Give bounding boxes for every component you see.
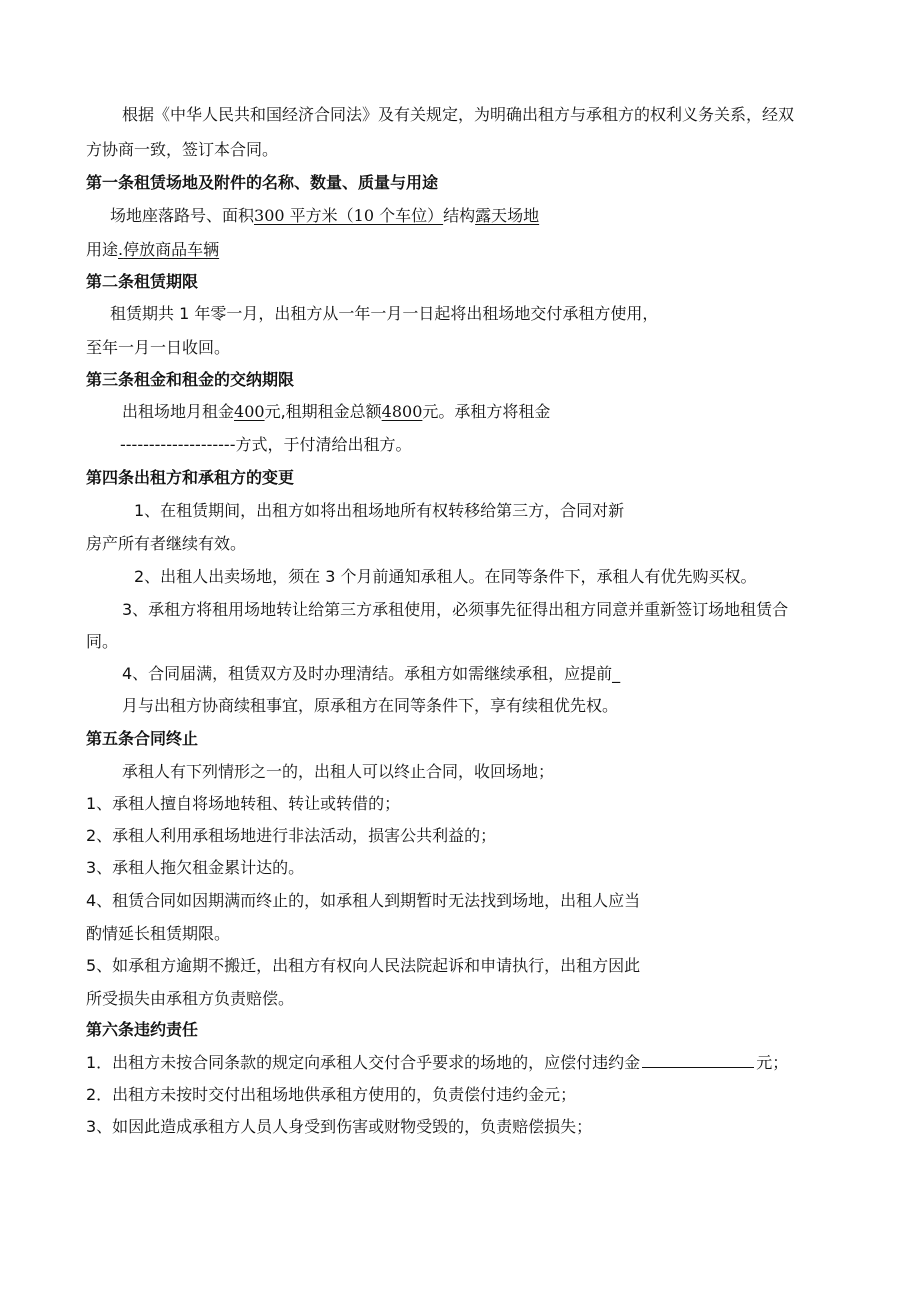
article-6-item-1-unit: 元； [756,1053,789,1072]
article-4-heading: 第四条出租方和承租方的变更 [86,468,295,487]
article-5-item-4b: 酌情延长租赁期限。 [86,924,231,943]
article-2-heading: 第二条租赁期限 [86,272,199,291]
article-3-heading: 第三条租金和租金的交纳期限 [86,370,295,389]
article-3-line-1 [122,401,550,423]
article-4-item-3a: 3、承租方将租用场地转让给第三方承租使用，必须事先征得出租方同意并重新签订场地租赁合 [122,600,789,619]
article-6-item-1 [86,1052,788,1074]
article-5-item-5a: 5、如承租方逾期不搬迁，出租方有权向人民法院起诉和申请执行，出租方因此 [86,956,641,975]
total-rent-value: 4800 [381,402,423,421]
article-6-item-2: 2．出租方未按时交付出租场地供承租方使用的，负责偿付违约金元； [86,1085,577,1104]
rent-payment-text: 元。承租方将租金 [422,402,551,421]
article-6-item-3: 3、如因此造成承租方人员人身受到伤害或财物受毁的，负责赔偿损失； [86,1117,593,1136]
article-2-line-2: 至年一月一日收回。 [86,338,231,357]
article-6-item-1-text: 1．出租方未按合同条款的规定向承租人交付合乎要求的场地的，应偿付违约金 [86,1053,641,1072]
article-3-line-2: --------------------方式，于付清给出租方。 [120,435,412,454]
article-6-heading: 第六条违约责任 [86,1020,199,1039]
article-5-item-4a: 4、租赁合同如因期满而终止的，如承租人到期暂时无法找到场地，出租人应当 [86,891,641,910]
total-rent-label: 元,租期租金总额 [264,402,382,421]
intro-line-2: 方协商一致，签订本合同。 [86,140,279,159]
article-1-use-line: 用途.停放商品车辆 [86,240,220,259]
article-1-location-line [110,205,539,227]
article-4-item-3b: 同。 [86,632,119,651]
article-2-line-1: 租赁期共 1 年零一月，出租方从一年一月一日起将出租场地交付承租方使用， [110,304,659,323]
intro-line-1: 根据《中华人民共和国经济合同法》及有关规定，为明确出租方与承租方的权利义务关系，经双 [122,105,795,124]
article-4-item-4a: 4、合同届满，租赁双方及时办理清结。承租方如需继续承租，应提前_ [122,664,621,683]
article-1-heading: 第一条租赁场地及附件的名称、数量、质量与用途 [86,173,439,192]
article-5-item-5b: 所受损失由承租方负责赔偿。 [86,989,295,1008]
structure-value: 露天场地 [475,206,540,225]
monthly-rent-label: 出租场地月租金 [122,402,235,421]
structure-label: 结构 [443,206,476,225]
monthly-rent-value: 400 [234,402,265,421]
article-5-item-3: 3、承租人拖欠租金累计达的。 [86,858,305,877]
article-5-heading: 第五条合同终止 [86,729,199,748]
article-4-item-1b: 房产所有者继续有效。 [86,534,247,553]
article-4-item-2: 2、出租人出卖场地，须在 3 个月前通知承租人。在同等条件下，承租人有优先购买权。 [134,567,757,586]
location-label: 场地座落路号、面积 [110,206,255,225]
article-5-item-1: 1、承租人擅自将场地转租、转让或转借的； [86,794,401,813]
article-5-item-2: 2、承租人利用承租场地进行非法活动，损害公共利益的； [86,826,497,845]
penalty-blank [642,1052,754,1068]
article-4-item-4b: 月与出租方协商续租事宜，原承租方在同等条件下，享有续租优先权。 [122,696,619,715]
use-label: 用途 [86,240,119,259]
article-4-item-1a: 1、在租赁期间，出租方如将出租场地所有权转移给第三方，合同对新 [134,501,625,520]
use-value: 停放商品车辆 [123,240,220,259]
area-value: 300 平方米（10 个车位） [254,206,444,225]
article-5-intro: 承租人有下列情形之一的，出租人可以终止合同，收回场地； [122,762,555,781]
